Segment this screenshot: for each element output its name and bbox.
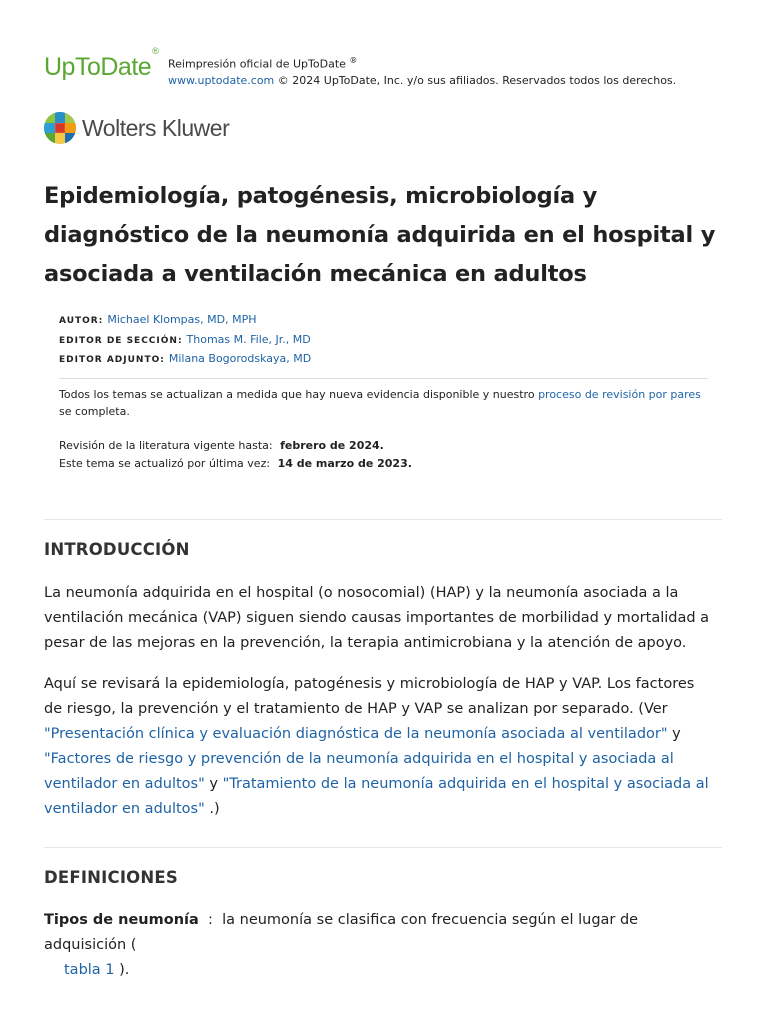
divider bbox=[59, 378, 708, 379]
uptodate-logo[interactable]: UpToDate® bbox=[44, 45, 159, 81]
update-note: Todos los temas se actualizan a medida que hay nueva evidencia disponible y nuestro proceso de revisión por pares se completa. bbox=[59, 388, 701, 418]
article-title: Epidemiología, patogénesis, microbiología y diagnóstico de la neumonía adquirida en el hospital y asociada a ventilación mecánica en adultos bbox=[44, 183, 716, 287]
reprint-header bbox=[44, 45, 744, 87]
intro-paragraph-1: La neumonía adquirida en el hospital (o nosocomial) (HAP) y la neumonía asociada a la ventilación mecánica (VAP) siguen siendo causas importantes de morbilidad y mortalidad a pesar de las mejoras en la prevención, la terapia antimicrobiana y la atención de apoyo. bbox=[44, 585, 710, 651]
definitions-heading: DEFINICIONES bbox=[44, 868, 178, 887]
definition-term: Tipos de neumonía bbox=[44, 912, 199, 928]
last-updated-label: Este tema se actualizó por última vez: bbox=[59, 457, 271, 470]
definitions-paragraph: Tipos de neumonía : la neumonía se clasifica con frecuencia según el lugar de adquisición ( tabla 1 ). bbox=[44, 912, 639, 978]
credit-author: AUTOR: Michael Klompas, MD, MPH bbox=[59, 313, 257, 326]
table-1-link[interactable]: tabla 1 bbox=[64, 962, 115, 978]
topic-link-treatment[interactable]: "Tratamiento de la neumonía adquirida en el hospital y asociada al ventilador en adultos" bbox=[44, 776, 709, 817]
lit-review-date: febrero de 2024. bbox=[280, 439, 384, 452]
topic-link-ventilator-diagnosis[interactable]: "Presentación clínica y evaluación diagnóstica de la neumonía asociada al ventilador" bbox=[44, 726, 668, 742]
reprint-notice: Reimpresión oficial de UpToDate ® www.uptodate.com © 2024 UpToDate, Inc. y/o sus afiliados. Reservados todos los derechos. bbox=[168, 56, 677, 87]
reprint-label: Reimpresión oficial de UpToDate bbox=[168, 57, 346, 71]
wolters-kluwer-logo bbox=[44, 112, 264, 146]
wolters-kluwer-name: Wolters Kluwer bbox=[82, 115, 230, 141]
uptodate-site-link[interactable]: www.uptodate.com bbox=[168, 73, 275, 87]
divider bbox=[44, 519, 722, 520]
deputy-editor-link[interactable]: Milana Bogorodskaya, MD bbox=[168, 352, 312, 365]
intro-paragraph-2: Aquí se revisará la epidemiología, patogénesis y microbiología de HAP y VAP. Los factores de riesgo, la prevención y el tratamiento de HAP y VAP se analizan por separado. (Ver "Presentación clínica y evaluación diagnóstica de la neumonía asociada al ventilador" y "Factores de riesgo y prevención de la neumonía adquirida en el hospital y asociada al ventilador en adultos" y "Tratamiento de la neumonía adquirida en el hospital y asociada al ventilador en adultos" .) bbox=[44, 676, 709, 817]
intro-heading: INTRODUCCIÓN bbox=[44, 540, 190, 559]
last-updated-date: 14 de marzo de 2023. bbox=[277, 457, 412, 470]
topic-link-risk-prevention[interactable]: "Factores de riesgo y prevención de la neumonía adquirida en el hospital y asociada al ventilador en adultos" bbox=[44, 751, 674, 792]
article-credits bbox=[59, 311, 311, 370]
credit-section-editor: EDITOR DE SECCIÓN: Thomas M. File, Jr., MD bbox=[59, 332, 311, 346]
wolters-kluwer-logo-icon bbox=[44, 112, 76, 144]
article-dates bbox=[59, 437, 412, 473]
divider bbox=[44, 847, 722, 848]
lit-review-label: Revisión de la literatura vigente hasta: bbox=[59, 439, 273, 452]
peer-review-link[interactable]: proceso de revisión por pares bbox=[538, 388, 701, 401]
credit-deputy-editor: EDITOR ADJUNTO: Milana Bogorodskaya, MD bbox=[59, 352, 312, 365]
author-link[interactable]: Michael Klompas, MD, MPH bbox=[107, 313, 257, 326]
copyright-text: © 2024 UpToDate, Inc. y/o sus afiliados. Reservados todos los derechos. bbox=[274, 73, 677, 87]
section-editor-link[interactable]: Thomas M. File, Jr., MD bbox=[186, 332, 311, 346]
